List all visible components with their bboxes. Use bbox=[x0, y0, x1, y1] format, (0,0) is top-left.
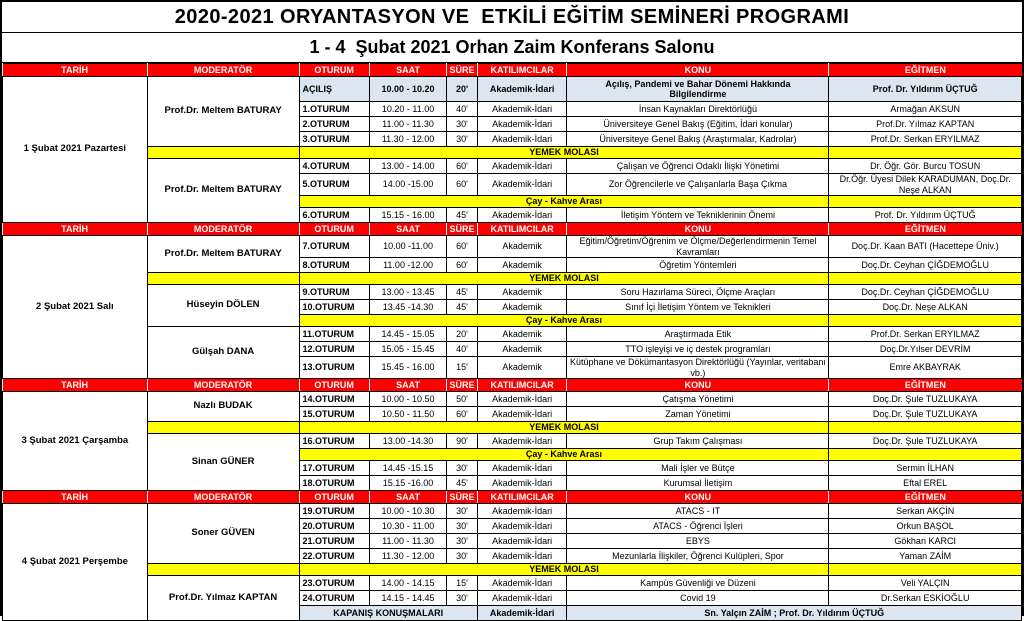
trainer-cell: Yaman ZAİM bbox=[829, 549, 1022, 564]
break-label: Çay - Kahve Arası bbox=[299, 196, 829, 208]
session-cell: 18.OTURUM bbox=[299, 476, 369, 491]
topic-cell: Zaman Yönetimi bbox=[567, 407, 829, 422]
trainer-cell: Doç.Dr. Ceyhan ÇİĞDEMOĞLU bbox=[829, 258, 1022, 273]
column-header-row bbox=[3, 223, 1022, 236]
column-header-5: KATILIMCILAR bbox=[477, 223, 567, 236]
time-cell: 11.30 - 12.00 bbox=[369, 549, 446, 564]
session-cell: 10.OTURUM bbox=[299, 300, 369, 315]
time-cell: 15.15 -16.00 bbox=[369, 476, 446, 491]
session-cell: 20.OTURUM bbox=[299, 519, 369, 534]
break-row bbox=[3, 147, 1022, 159]
time-cell: 13.00 - 13.45 bbox=[369, 285, 446, 300]
column-header-row bbox=[3, 64, 1022, 77]
participants-cell: Akademik-İdari bbox=[477, 461, 567, 476]
session-cell: 13.OTURUM bbox=[299, 357, 369, 379]
topic-cell: Sınıf İçi İletişim Yöntem ve Teknikleri bbox=[567, 300, 829, 315]
topic-cell: Kurumsal İletişim bbox=[567, 476, 829, 491]
topic-cell: Üniversiteye Genel Bakış (Araştırmalar, Kadrolar) bbox=[567, 132, 829, 147]
topic-cell: Covid 19 bbox=[567, 591, 829, 606]
participants-cell: Akademik bbox=[477, 342, 567, 357]
time-cell: 11.00 -12.00 bbox=[369, 258, 446, 273]
duration-cell: 45' bbox=[447, 300, 478, 315]
time-cell: 10.00 -11.00 bbox=[369, 236, 446, 258]
participants-cell: Akademik-İdari bbox=[477, 476, 567, 491]
date-cell: 3 Şubat 2021 Çarşamba bbox=[3, 392, 148, 491]
column-header-4: SÜRE bbox=[447, 379, 478, 392]
time-cell: 10.00 - 10.30 bbox=[369, 504, 446, 519]
trainer-cell: Prof. Dr. Yıldırım ÜÇTUĞ bbox=[829, 77, 1022, 102]
participants-cell: Akademik-İdari bbox=[477, 519, 567, 534]
closing-participants: Akademik-İdari bbox=[477, 606, 567, 621]
session-cell: 4.OTURUM bbox=[299, 159, 369, 174]
break-trainer-spacer bbox=[829, 422, 1022, 434]
trainer-cell: Armağan AKSUN bbox=[829, 102, 1022, 117]
topic-cell: Eğitim/Öğretim/Öğrenim ve Ölçme/Değerlendirmenin Temel Kavramları bbox=[567, 236, 829, 258]
participants-cell: Akademik bbox=[477, 357, 567, 379]
schedule-body bbox=[3, 64, 1022, 621]
trainer-cell: Gökhan KARCI bbox=[829, 534, 1022, 549]
break-trainer-spacer bbox=[829, 147, 1022, 159]
program-title: 2020-2021 ORYANTASYON VE ETKİLİ EĞİTİM SEMİNERİ PROGRAMI bbox=[2, 2, 1022, 33]
session-cell: 8.OTURUM bbox=[299, 258, 369, 273]
session-cell: 3.OTURUM bbox=[299, 132, 369, 147]
participants-cell: Akademik-İdari bbox=[477, 132, 567, 147]
duration-cell: 30' bbox=[447, 132, 478, 147]
column-header-3: SAAT bbox=[369, 64, 446, 77]
moderator-cell: Prof.Dr. Meltem BATURAY bbox=[147, 159, 299, 223]
column-header-5: KATILIMCILAR bbox=[477, 64, 567, 77]
duration-cell: 30' bbox=[447, 519, 478, 534]
break-row bbox=[3, 422, 1022, 434]
column-header-3: SAAT bbox=[369, 379, 446, 392]
topic-cell: Zor Öğrencilerle ve Çalışanlarla Başa Çıkma bbox=[567, 174, 829, 196]
trainer-cell: Prof.Dr. Yılmaz KAPTAN bbox=[829, 117, 1022, 132]
time-cell: 10.30 - 11.00 bbox=[369, 519, 446, 534]
participants-cell: Akademik-İdari bbox=[477, 434, 567, 449]
date-cell: 2 Şubat 2021 Salı bbox=[3, 236, 148, 379]
session-cell: 7.OTURUM bbox=[299, 236, 369, 258]
column-header-7: EĞİTMEN bbox=[829, 64, 1022, 77]
participants-cell: Akademik bbox=[477, 300, 567, 315]
duration-cell: 60' bbox=[447, 236, 478, 258]
participants-cell: Akademik-İdari bbox=[477, 576, 567, 591]
session-cell: 21.OTURUM bbox=[299, 534, 369, 549]
break-label: YEMEK MOLASI bbox=[299, 273, 829, 285]
topic-cell: İnsan Kaynakları Direktörlüğü bbox=[567, 102, 829, 117]
date-cell: 4 Şubat 2021 Perşembe bbox=[3, 504, 148, 621]
column-header-0: TARİH bbox=[3, 491, 148, 504]
column-header-3: SAAT bbox=[369, 491, 446, 504]
moderator-cell: Soner GÜVEN bbox=[147, 504, 299, 564]
duration-cell: 40' bbox=[447, 342, 478, 357]
column-header-5: KATILIMCILAR bbox=[477, 491, 567, 504]
column-header-6: KONU bbox=[567, 64, 829, 77]
trainer-cell: Serkan AKÇİN bbox=[829, 504, 1022, 519]
session-row bbox=[3, 504, 1022, 519]
moderator-cell: Prof.Dr. Yılmaz KAPTAN bbox=[147, 576, 299, 621]
session-cell: 2.OTURUM bbox=[299, 117, 369, 132]
column-header-2: OTURUM bbox=[299, 491, 369, 504]
duration-cell: 20' bbox=[447, 327, 478, 342]
duration-cell: 30' bbox=[447, 591, 478, 606]
column-header-row bbox=[3, 379, 1022, 392]
topic-cell: ATACS - IT bbox=[567, 504, 829, 519]
column-header-0: TARİH bbox=[3, 64, 148, 77]
moderator-cell: Sinan GÜNER bbox=[147, 434, 299, 491]
column-header-2: OTURUM bbox=[299, 64, 369, 77]
session-row bbox=[3, 392, 1022, 407]
trainer-cell: Veli YALÇIN bbox=[829, 576, 1022, 591]
column-header-4: SÜRE bbox=[447, 64, 478, 77]
trainer-cell: Sermin İLHAN bbox=[829, 461, 1022, 476]
session-cell: 5.OTURUM bbox=[299, 174, 369, 196]
session-cell: 19.OTURUM bbox=[299, 504, 369, 519]
moderator-cell: Prof.Dr. Meltem BATURAY bbox=[147, 77, 299, 147]
duration-cell: 15' bbox=[447, 357, 478, 379]
session-cell: 24.OTURUM bbox=[299, 591, 369, 606]
moderator-cell: Gülşah DANA bbox=[147, 327, 299, 379]
participants-cell: Akademik-İdari bbox=[477, 174, 567, 196]
time-cell: 15.15 - 16.00 bbox=[369, 208, 446, 223]
time-cell: 10.50 - 11.50 bbox=[369, 407, 446, 422]
duration-cell: 50' bbox=[447, 392, 478, 407]
column-header-4: SÜRE bbox=[447, 223, 478, 236]
duration-cell: 45' bbox=[447, 476, 478, 491]
column-header-1: MODERATÖR bbox=[147, 491, 299, 504]
column-header-6: KONU bbox=[567, 491, 829, 504]
topic-cell: Açılış, Pandemi ve Bahar Dönemi Hakkında Bilgilendirme bbox=[567, 77, 829, 102]
break-moderator-spacer bbox=[147, 422, 299, 434]
time-cell: 10.00 - 10.20 bbox=[369, 77, 446, 102]
trainer-cell: Dr.Öğr. Üyesi Dilek KARADUMAN, Doç.Dr. Neşe ALKAN bbox=[829, 174, 1022, 196]
session-cell: AÇILIŞ bbox=[299, 77, 369, 102]
duration-cell: 60' bbox=[447, 159, 478, 174]
column-header-1: MODERATÖR bbox=[147, 379, 299, 392]
participants-cell: Akademik-İdari bbox=[477, 504, 567, 519]
participants-cell: Akademik-İdari bbox=[477, 208, 567, 223]
session-cell: 6.OTURUM bbox=[299, 208, 369, 223]
program-subtitle: 1 - 4 Şubat 2021 Orhan Zaim Konferans Salonu bbox=[2, 33, 1022, 63]
break-trainer-spacer bbox=[829, 273, 1022, 285]
participants-cell: Akademik-İdari bbox=[477, 549, 567, 564]
session-row bbox=[3, 236, 1022, 258]
session-cell: 17.OTURUM bbox=[299, 461, 369, 476]
session-row bbox=[3, 327, 1022, 342]
session-cell: 9.OTURUM bbox=[299, 285, 369, 300]
topic-cell: Mali İşler ve Bütçe bbox=[567, 461, 829, 476]
break-label: Çay - Kahve Arası bbox=[299, 449, 829, 461]
break-label: YEMEK MOLASI bbox=[299, 564, 829, 576]
session-cell: 14.OTURUM bbox=[299, 392, 369, 407]
column-header-3: SAAT bbox=[369, 223, 446, 236]
topic-cell: Kampüs Güvenliği ve Düzeni bbox=[567, 576, 829, 591]
trainer-cell: Prof.Dr. Serkan ERYILMAZ bbox=[829, 132, 1022, 147]
moderator-cell: Prof.Dr. Meltem BATURAY bbox=[147, 236, 299, 273]
participants-cell: Akademik bbox=[477, 327, 567, 342]
column-header-2: OTURUM bbox=[299, 379, 369, 392]
moderator-cell: Hüseyin DÖLEN bbox=[147, 285, 299, 327]
break-moderator-spacer bbox=[147, 564, 299, 576]
duration-cell: 30' bbox=[447, 534, 478, 549]
column-header-0: TARİH bbox=[3, 223, 148, 236]
duration-cell: 45' bbox=[447, 285, 478, 300]
participants-cell: Akademik bbox=[477, 236, 567, 258]
duration-cell: 90' bbox=[447, 434, 478, 449]
break-trainer-spacer bbox=[829, 564, 1022, 576]
column-header-7: EĞİTMEN bbox=[829, 491, 1022, 504]
column-header-6: KONU bbox=[567, 379, 829, 392]
break-label: YEMEK MOLASI bbox=[299, 147, 829, 159]
session-cell: 12.OTURUM bbox=[299, 342, 369, 357]
break-trainer-spacer bbox=[829, 315, 1022, 327]
time-cell: 14.00 - 14.15 bbox=[369, 576, 446, 591]
topic-cell: EBYS bbox=[567, 534, 829, 549]
participants-cell: Akademik bbox=[477, 285, 567, 300]
time-cell: 11.00 - 11.30 bbox=[369, 534, 446, 549]
trainer-cell: Doç.Dr. Şule TUZLUKAYA bbox=[829, 434, 1022, 449]
trainer-cell: Prof. Dr. Yıldırım ÜÇTUĞ bbox=[829, 208, 1022, 223]
participants-cell: Akademik bbox=[477, 258, 567, 273]
topic-cell: Kütüphane ve Dökümantasyon Direktörlüğü (Yayınlar, veritabanı vb.) bbox=[567, 357, 829, 379]
participants-cell: Akademik-İdari bbox=[477, 392, 567, 407]
topic-cell: Araştırmada Etik bbox=[567, 327, 829, 342]
column-header-0: TARİH bbox=[3, 379, 148, 392]
break-moderator-spacer bbox=[147, 147, 299, 159]
break-trainer-spacer bbox=[829, 196, 1022, 208]
participants-cell: Akademik-İdari bbox=[477, 117, 567, 132]
participants-cell: Akademik-İdari bbox=[477, 534, 567, 549]
trainer-cell: Doç.Dr.Yılser DEVRİM bbox=[829, 342, 1022, 357]
session-cell: 1.OTURUM bbox=[299, 102, 369, 117]
date-cell: 1 Şubat 2021 Pazartesi bbox=[3, 77, 148, 223]
topic-cell: Üniversiteye Genel Bakış (Eğitim, İdari konular) bbox=[567, 117, 829, 132]
topic-cell: Soru Hazırlama Süreci, Ölçme Araçları bbox=[567, 285, 829, 300]
participants-cell: Akademik-İdari bbox=[477, 77, 567, 102]
session-row bbox=[3, 77, 1022, 102]
topic-cell: Mezunlarla İlişkiler, Öğrenci Kulüpleri, Spor bbox=[567, 549, 829, 564]
duration-cell: 30' bbox=[447, 504, 478, 519]
column-header-6: KONU bbox=[567, 223, 829, 236]
topic-cell: Grup Takım Çalışması bbox=[567, 434, 829, 449]
participants-cell: Akademik-İdari bbox=[477, 591, 567, 606]
trainer-cell: Doç.Dr. Kaan BATI (Hacettepe Üniv.) bbox=[829, 236, 1022, 258]
topic-cell: Çatışma Yönetimi bbox=[567, 392, 829, 407]
duration-cell: 45' bbox=[447, 208, 478, 223]
column-header-1: MODERATÖR bbox=[147, 223, 299, 236]
session-row bbox=[3, 576, 1022, 591]
duration-cell: 60' bbox=[447, 407, 478, 422]
break-label: YEMEK MOLASI bbox=[299, 422, 829, 434]
duration-cell: 15' bbox=[447, 576, 478, 591]
time-cell: 13.00 - 14.00 bbox=[369, 159, 446, 174]
session-row bbox=[3, 285, 1022, 300]
column-header-7: EĞİTMEN bbox=[829, 379, 1022, 392]
closing-speakers: Sn. Yalçın ZAİM ; Prof. Dr. Yıldırım ÜÇTUĞ bbox=[567, 606, 1022, 621]
trainer-cell: Prof.Dr. Serkan ERYILMAZ bbox=[829, 327, 1022, 342]
time-cell: 14.45 -15.15 bbox=[369, 461, 446, 476]
column-header-row bbox=[3, 491, 1022, 504]
topic-cell: Öğretim Yöntemleri bbox=[567, 258, 829, 273]
duration-cell: 20' bbox=[447, 77, 478, 102]
session-cell: 15.OTURUM bbox=[299, 407, 369, 422]
break-row bbox=[3, 564, 1022, 576]
column-header-2: OTURUM bbox=[299, 223, 369, 236]
time-cell: 14.15 - 14.45 bbox=[369, 591, 446, 606]
session-cell: 22.OTURUM bbox=[299, 549, 369, 564]
session-cell: 16.OTURUM bbox=[299, 434, 369, 449]
time-cell: 15.05 - 15.45 bbox=[369, 342, 446, 357]
time-cell: 13.00 -14.30 bbox=[369, 434, 446, 449]
break-row bbox=[3, 273, 1022, 285]
duration-cell: 30' bbox=[447, 549, 478, 564]
time-cell: 10.20 - 11.00 bbox=[369, 102, 446, 117]
duration-cell: 60' bbox=[447, 258, 478, 273]
participants-cell: Akademik-İdari bbox=[477, 102, 567, 117]
duration-cell: 60' bbox=[447, 174, 478, 196]
trainer-cell: Eftal EREL bbox=[829, 476, 1022, 491]
trainer-cell: Doç.Dr. Neşe ALKAN bbox=[829, 300, 1022, 315]
column-header-5: KATILIMCILAR bbox=[477, 379, 567, 392]
break-label: Çay - Kahve Arası bbox=[299, 315, 829, 327]
duration-cell: 30' bbox=[447, 117, 478, 132]
trainer-cell: Dr. Öğr. Gör. Burcu TOSUN bbox=[829, 159, 1022, 174]
time-cell: 15.45 - 16.00 bbox=[369, 357, 446, 379]
trainer-cell: Doç.Dr. Ceyhan ÇİĞDEMOĞLU bbox=[829, 285, 1022, 300]
duration-cell: 30' bbox=[447, 461, 478, 476]
column-header-1: MODERATÖR bbox=[147, 64, 299, 77]
column-header-7: EĞİTMEN bbox=[829, 223, 1022, 236]
schedule-table bbox=[2, 63, 1022, 621]
topic-cell: İletişim Yöntem ve Tekniklerinin Önemi bbox=[567, 208, 829, 223]
participants-cell: Akademik-İdari bbox=[477, 159, 567, 174]
closing-label: KAPANIŞ KONUŞMALARI bbox=[299, 606, 477, 621]
session-row bbox=[3, 159, 1022, 174]
topic-cell: Çalışan ve Öğrenci Odaklı İlişki Yönetimi bbox=[567, 159, 829, 174]
session-row bbox=[3, 434, 1022, 449]
time-cell: 11.30 - 12.00 bbox=[369, 132, 446, 147]
session-cell: 23.OTURUM bbox=[299, 576, 369, 591]
time-cell: 14.45 - 15.05 bbox=[369, 327, 446, 342]
trainer-cell: Emre AKBAYRAK bbox=[829, 357, 1022, 379]
time-cell: 11.00 - 11.30 bbox=[369, 117, 446, 132]
time-cell: 10.00 - 10.50 bbox=[369, 392, 446, 407]
time-cell: 14.00 -15.00 bbox=[369, 174, 446, 196]
topic-cell: TTO işleyişi ve iç destek programları bbox=[567, 342, 829, 357]
trainer-cell: Orkun BAŞOL bbox=[829, 519, 1022, 534]
topic-cell: ATACS - Öğrenci İşleri bbox=[567, 519, 829, 534]
break-moderator-spacer bbox=[147, 273, 299, 285]
participants-cell: Akademik-İdari bbox=[477, 407, 567, 422]
duration-cell: 40' bbox=[447, 102, 478, 117]
session-cell: 11.OTURUM bbox=[299, 327, 369, 342]
moderator-cell: Nazlı BUDAK bbox=[147, 392, 299, 422]
trainer-cell: Doç.Dr. Şule TUZLUKAYA bbox=[829, 392, 1022, 407]
break-trainer-spacer bbox=[829, 449, 1022, 461]
trainer-cell: Doç.Dr. Şule TUZLUKAYA bbox=[829, 407, 1022, 422]
trainer-cell: Dr.Serkan ESKİOĞLU bbox=[829, 591, 1022, 606]
time-cell: 13.45 -14.30 bbox=[369, 300, 446, 315]
column-header-4: SÜRE bbox=[447, 491, 478, 504]
